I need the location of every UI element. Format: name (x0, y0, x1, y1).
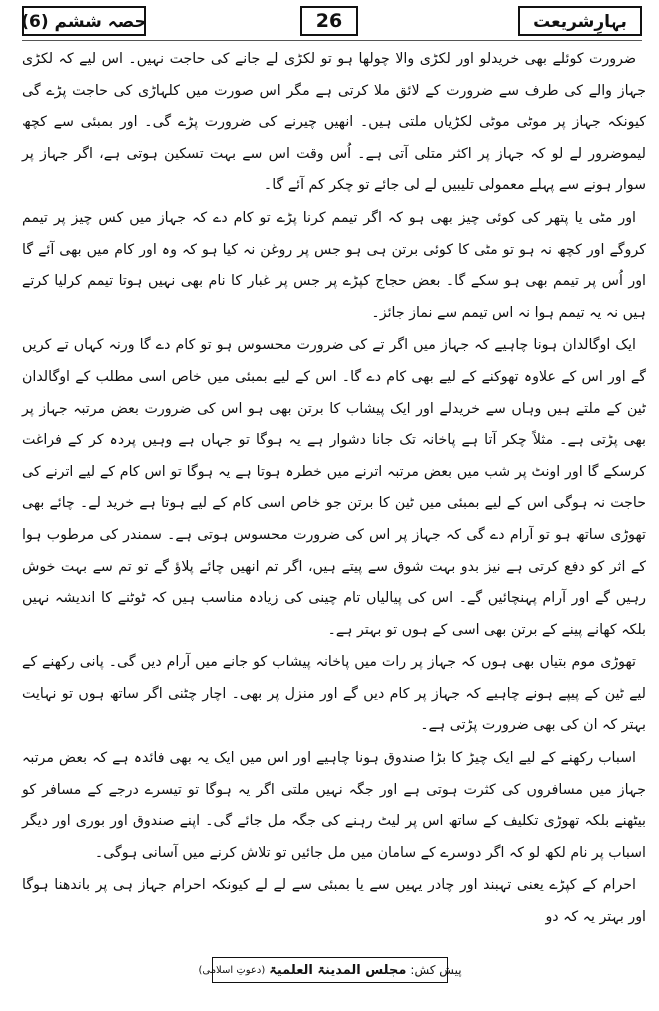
paragraph: اسباب رکھنے کے لیے ایک چیڑ کا بڑا صندوق ہونا چاہیے اور اس میں ایک یہ بھی فائدہ ہے کہ بعض مرتبہ جہاز میں مسافروں کی کثرت ہوتی ہے اور جگہ نہیں ملتی اگر یہ ہوگا تو تیسرے درجے کے مسافر کو بیٹھنے بلکہ تھوڑی تکلیف کے ساتھ اس پر لیٹ رہنے کی جگہ مل جائے گی۔ اپنے صندوق اور بوری اور دیگر اسباب پر نام لکھ لو کہ اگر دوسرے کے سامان میں مل جائیں تو تلاش کرنے میں آسانی ہوگی۔ (22, 750, 646, 861)
paragraph: تھوڑی موم بتیاں بھی ہوں کہ جہاز پر رات میں پاخانہ پیشاب کو جانے میں آرام دیں گی۔ پانی رکھنے کے لیے ٹین کے پیپے ہونے چاہیے کہ جہاز پر کام دیں گے اور منزل پر بھی۔ اچار چٹنی اگر ساتھ ہوں تو نہایت بہتر کہ ان کی بھی ضرورت پڑتی ہے۔ (22, 654, 646, 734)
paragraph: احرام کے کپڑے یعنی تہبند اور چادر یہیں سے یا بمبئی سے لے لے کیونکہ احرام جہاز ہی پر باندھنا ہوگا اور بہتر یہ کہ دو (22, 877, 646, 926)
page-number: 26 (300, 6, 358, 36)
paragraph: ضرورت کوئلے بھی خریدلو اور لکڑی والا چولھا ہو تو لکڑی لے جانے کی حاجت نہیں۔ اس لیے کہ لکڑی جہاز والے کی طرف سے ضرورت کے لائق ملا کرتی ہے مگر اس صورت میں کلہاڑی کی حاجت پڑے گی کیونکہ جہاز پر موٹی موٹی لکڑیاں ملتی ہیں۔ انھیں چیرنے کی ضرورت پڑے گی۔ اور بمبئی سے کچھ لیموضرور لے لو کہ جہاز پر اکثر متلی آتی ہے۔ اُس وقت اس سے بہت تسکین ہوتی ہے، اگر جہاز پر سوار ہونے سے پہلے معمولی تلیبیں لے لی جائے تو چکر کم آئے گا۔ (22, 51, 646, 194)
header-divider (22, 40, 642, 41)
organization-name: (دعوتِ اسلامی) (198, 964, 266, 976)
page-header (22, 6, 642, 40)
publisher-name: مجلس المدینۃ العلمیۃ (269, 962, 407, 978)
publisher-footer (198, 957, 462, 983)
book-title: بہارِشریعت (518, 6, 642, 36)
page-body (22, 44, 646, 934)
section-label: حصہ ششم (6) (22, 6, 146, 36)
paragraph: اور مٹی یا پتھر کی کوئی چیز بھی ہو کہ اگر تیمم کرنا پڑے تو کام دے کہ جہاز میں کس چیز پر تیمم کروگے اور کچھ نہ ہو تو مٹی کا کوئی برتن ہی ہو جس پر روغن نہ کیا ہو کہ وہ اور کام میں بھی آئے گا اور اُس پر تیمم بھی ہو سکے گا۔ بعض حجاج کپڑے پر جس پر غبار کا نام بھی نہیں ہوتا تیمم کرلیا کرتے ہیں نہ یہ تیمم ہوا نہ اس تیمم سے نماز جائز۔ (22, 209, 646, 321)
paragraph: ایک اوگالدان ہونا چاہیے کہ جہاز میں اگر تے کی ضرورت محسوس ہو تو کام دے گا ورنہ کہاں تے کریں گے اور اس کے علاوہ تھوکنے کے لیے بھی کام دے گا۔ اس کے لیے بمبئی میں خاص اسی مطلب کے اوگالدان ٹین کے ملتے ہیں وہاں سے خریدلے اور ایک پیشاب کا برتن بھی ہو اس کی ضرورت بعض مرتبہ جہاز پر بھی پڑتی ہے۔ مثلاً چکر آتا ہے پاخانہ تک جانا دشوار ہے یہ ہوگا تو جہاں ہے وہیں پردہ کر کے فراغت کرسکے گا اور اونٹ پر شب میں بعض مرتبہ اترنے میں خطرہ ہوتا ہے یہ ہوگا تو اس کام کے لیے اترنے کی حاجت نہ ہوگی اس کے لیے بمبئی میں ٹین کا برتن جو خاص اسی کام کے لیے ہوتا ہے خرید لے۔ چائے بھی تھوڑی ساتھ ہو تو آرام دے گی کہ جہاز پر اس کی ضرورت محسوس ہوتی ہے۔ سمندر کی مرطوب ہوا کے اثر کو دفع کرتی ہے نیز بدو بہت شوق سے پیتے ہیں، اگر تم انھیں چائے پلاؤ گے تو تم سے بہت خوش رہیں گے اور آرام پہنچائیں گے۔ اس کی پیالیاں تام چینی کی زیادہ مناسب ہیں کہ ٹوٹنے کا اندیشہ نہیں بلکہ کھانے پینے کے برتن بھی اسی کے ہوں تو بہتر ہے۔ (22, 337, 646, 638)
footer-label: پیش کش: (410, 963, 462, 977)
